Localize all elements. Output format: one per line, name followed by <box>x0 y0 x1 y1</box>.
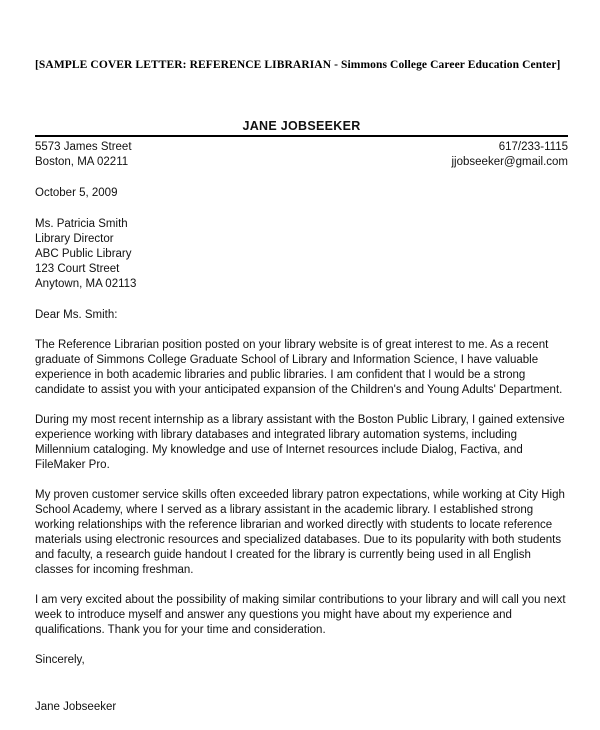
signature-name: Jane Jobseeker <box>35 701 117 713</box>
sender-address <box>35 140 132 170</box>
body-paragraph-1: The Reference Librarian position posted on your library website is of great interest to me. As a recent graduate of Simmons College Graduate School of Library and Information Science, I have valuable experience in both academic libraries and public libraries. I am confident that I would be a strong candidate to assist you with your anticipated expansion of the Children's and Young Adults' Department. <box>35 339 563 396</box>
recipient-city: Anytown, MA 02113 <box>35 278 137 290</box>
date-line: October 5, 2009 <box>35 187 118 199</box>
sender-address-line1: 5573 James Street <box>35 141 132 153</box>
letterhead-contact-row <box>35 140 568 170</box>
sender-address-line2: Boston, MA 02211 <box>35 156 129 168</box>
sample-letter-banner: [SAMPLE COVER LETTER: REFERENCE LIBRARIAN - Simmons College Career Education Center] <box>35 59 561 71</box>
letterhead-name: JANE JOBSEEKER <box>35 119 568 137</box>
recipient-title: Library Director <box>35 233 114 245</box>
body-paragraph-2: During my most recent internship as a library assistant with the Boston Public Library, I gained extensive experience working with library databases and integrated library automation systems, including Millennium cataloging. My knowledge and use of Internet resources include Dialog, Factiva, and FileMaker Pro. <box>35 414 565 471</box>
sender-email: jjobseeker@gmail.com <box>451 156 568 168</box>
body-paragraph-4: I am very excited about the possibility of making similar contributions to your library and will call you next week to introduce myself and answer any questions you might have about my experience and qualifications. Thank you for your time and consideration. <box>35 594 566 636</box>
salutation: Dear Ms. Smith: <box>35 309 118 321</box>
body-paragraph-3: My proven customer service skills often exceeded library patron expectations, while working at City High School Academy, where I served as a library assistant in the academic library. I established strong working relationships with the reference librarian and worked directly with students to locate reference materials using electronic resources and specialized databases. Due to its popularity with both students and faculty, a research guide handout I created for the library is currently being used in all English classes for incoming freshman. <box>35 489 565 576</box>
closing: Sincerely, <box>35 654 85 666</box>
sender-phone: 617/233-1115 <box>498 141 568 153</box>
recipient-name: Ms. Patricia Smith <box>35 218 128 230</box>
recipient-block <box>35 217 568 292</box>
sender-contact <box>452 140 569 170</box>
recipient-street: 123 Court Street <box>35 263 120 275</box>
recipient-organization: ABC Public Library <box>35 248 132 260</box>
